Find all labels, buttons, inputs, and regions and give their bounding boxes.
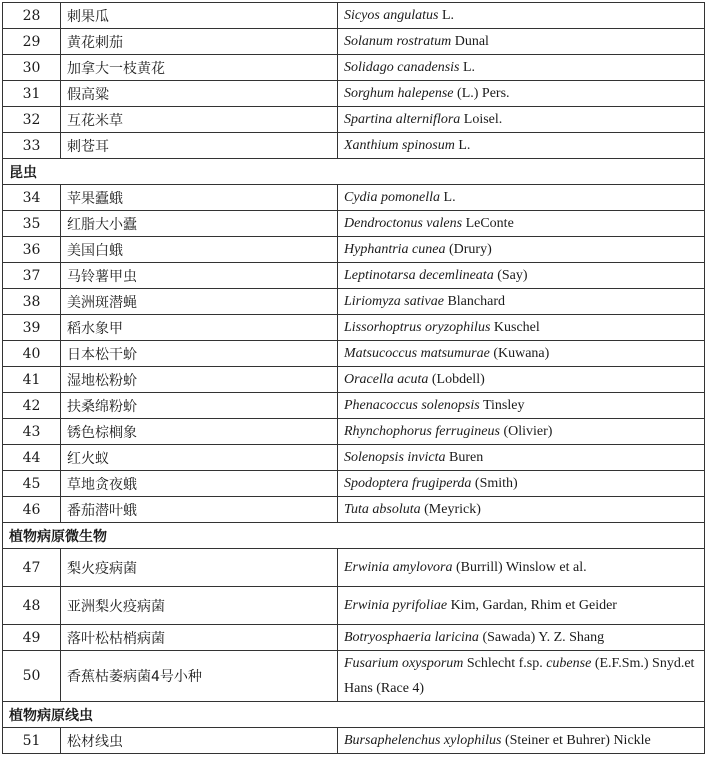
author-citation: (Kuwana): [489, 345, 550, 361]
table-row: [3, 237, 705, 263]
scientific-name: [338, 587, 705, 625]
table-row: [3, 341, 705, 367]
genus-species: Matsucoccus matsumurae: [344, 345, 490, 361]
scientific-name: [338, 237, 705, 263]
scientific-name: [338, 651, 705, 702]
author-citation: Kim, Gardan, Rhim et Geider: [447, 597, 617, 613]
genus-species: Solanum rostratum: [344, 33, 452, 49]
author-citation: L.: [440, 189, 456, 205]
section-header-row: [3, 159, 705, 185]
scientific-name: [338, 315, 705, 341]
author-citation: L.: [459, 59, 476, 75]
chinese-name: 锈色棕榈象: [61, 419, 338, 445]
table-row: [3, 549, 705, 587]
chinese-name: 互花米草: [61, 107, 338, 133]
scientific-name: [338, 29, 705, 55]
scientific-name: [338, 133, 705, 159]
author-citation: (Burrill) Winslow et al.: [452, 559, 587, 575]
scientific-name: [338, 419, 705, 445]
scientific-name: [338, 497, 705, 523]
scientific-name: [338, 728, 705, 754]
author-citation: Dunal: [451, 33, 489, 49]
scientific-name: [338, 289, 705, 315]
author-citation: (Steiner et Buhrer) Nickle: [501, 732, 651, 748]
chinese-name: 马铃薯甲虫: [61, 263, 338, 289]
chinese-name: 香蕉枯萎病菌4号小种: [61, 651, 338, 702]
row-number: 48: [3, 587, 61, 625]
genus-species: Liriomyza sativae: [344, 293, 444, 309]
table-row: [3, 185, 705, 211]
scientific-name: [338, 263, 705, 289]
scientific-name: [338, 341, 705, 367]
row-number: 33: [3, 133, 61, 159]
author-citation: (Say): [493, 267, 528, 283]
table-row: [3, 211, 705, 237]
scientific-name: [338, 445, 705, 471]
table-row: [3, 133, 705, 159]
author-citation: (Lobdell): [428, 371, 485, 387]
row-number: 38: [3, 289, 61, 315]
row-number: 50: [3, 651, 61, 702]
author-citation: Loisel.: [460, 111, 503, 127]
row-number: 37: [3, 263, 61, 289]
table-row: [3, 471, 705, 497]
genus-species: Lissorhoptrus oryzophilus: [344, 319, 491, 335]
row-number: 47: [3, 549, 61, 587]
table-row: [3, 651, 705, 702]
genus-species: Fusarium oxysporum: [344, 656, 464, 671]
table-row: [3, 497, 705, 523]
genus-species: Rhynchophorus ferrugineus: [344, 423, 500, 439]
row-number: 34: [3, 185, 61, 211]
author-citation: (Meyrick): [420, 501, 481, 517]
row-number: 30: [3, 55, 61, 81]
genus-species: Sicyos angulatus: [344, 7, 439, 23]
row-number: 39: [3, 315, 61, 341]
table-row: [3, 367, 705, 393]
row-number: 42: [3, 393, 61, 419]
section-title: 昆虫: [3, 159, 705, 185]
chinese-name: 红火蚁: [61, 445, 338, 471]
section-header-row: [3, 702, 705, 728]
row-number: 43: [3, 419, 61, 445]
chinese-name: 草地贪夜蛾: [61, 471, 338, 497]
row-number: 40: [3, 341, 61, 367]
row-number: 44: [3, 445, 61, 471]
chinese-name: 苹果蠹蛾: [61, 185, 338, 211]
scientific-name: [338, 3, 705, 29]
genus-species: Bursaphelenchus xylophilus: [344, 732, 502, 748]
genus-species: Dendroctonus valens: [344, 215, 463, 231]
table-row: [3, 315, 705, 341]
chinese-name: 美洲斑潜蝇: [61, 289, 338, 315]
genus-species: Xanthium spinosum: [344, 137, 455, 153]
species-table: [2, 2, 705, 754]
section-title: 植物病原线虫: [3, 702, 705, 728]
forma-specialis: cubense: [546, 656, 592, 671]
chinese-name: 松材线虫: [61, 728, 338, 754]
row-number: 46: [3, 497, 61, 523]
genus-species: Spartina alterniflora: [344, 111, 461, 127]
table-row: [3, 29, 705, 55]
author-citation: Blanchard: [443, 293, 505, 309]
table-row: [3, 445, 705, 471]
scientific-name: [338, 211, 705, 237]
chinese-name: 日本松干蚧: [61, 341, 338, 367]
table-row: [3, 263, 705, 289]
author-citation: LeConte: [462, 215, 514, 231]
row-number: 32: [3, 107, 61, 133]
author-citation: Buren: [445, 449, 484, 465]
table-row: [3, 419, 705, 445]
genus-species: Cydia pomonella: [344, 189, 441, 205]
genus-species: Spodoptera frugiperda: [344, 475, 472, 491]
species-table-body: [3, 3, 705, 754]
chinese-name: 扶桑绵粉蚧: [61, 393, 338, 419]
table-row: [3, 587, 705, 625]
chinese-name: 刺苍耳: [61, 133, 338, 159]
genus-species: Erwinia amylovora: [344, 559, 453, 575]
genus-species: Sorghum halepense: [344, 85, 454, 101]
author-citation: (Sawada) Y. Z. Shang: [478, 629, 605, 645]
table-row: [3, 3, 705, 29]
row-number: 51: [3, 728, 61, 754]
author-citation: L.: [438, 7, 455, 23]
scientific-name: [338, 81, 705, 107]
row-number: 28: [3, 3, 61, 29]
genus-species: Solenopsis invicta: [344, 449, 446, 465]
scientific-name: [338, 471, 705, 497]
genus-species: Solidago canadensis: [344, 59, 460, 75]
row-number: 31: [3, 81, 61, 107]
section-title: 植物病原微生物: [3, 523, 705, 549]
scientific-name: [338, 625, 705, 651]
row-number: 49: [3, 625, 61, 651]
genus-species: Tuta absoluta: [344, 501, 421, 517]
author-citation: Tinsley: [479, 397, 525, 413]
genus-species: Botryosphaeria laricina: [344, 629, 479, 645]
row-number: 35: [3, 211, 61, 237]
scientific-name: [338, 55, 705, 81]
scientific-name: [338, 367, 705, 393]
table-row: [3, 107, 705, 133]
chinese-name: 红脂大小蠹: [61, 211, 338, 237]
table-row: [3, 625, 705, 651]
table-row: [3, 393, 705, 419]
author-citation-continued: (E.F.Sm.) Snyd.et Hans (Race 4): [344, 656, 695, 696]
chinese-name: 湿地松粉蚧: [61, 367, 338, 393]
table-row: [3, 289, 705, 315]
genus-species: Oracella acuta: [344, 371, 429, 387]
genus-species: Phenacoccus solenopsis: [344, 397, 480, 413]
chinese-name: 亚洲梨火疫病菌: [61, 587, 338, 625]
section-header-row: [3, 523, 705, 549]
chinese-name: 刺果瓜: [61, 3, 338, 29]
chinese-name: 加拿大一枝黄花: [61, 55, 338, 81]
scientific-name: [338, 185, 705, 211]
chinese-name: 假高粱: [61, 81, 338, 107]
row-number: 41: [3, 367, 61, 393]
author-citation: (Olivier): [499, 423, 553, 439]
author-citation: (Smith): [471, 475, 518, 491]
table-row: [3, 81, 705, 107]
row-number: 36: [3, 237, 61, 263]
genus-species: Hyphantria cunea: [344, 241, 446, 257]
chinese-name: 黄花刺茄: [61, 29, 338, 55]
table-row: [3, 55, 705, 81]
chinese-name: 番茄潜叶蛾: [61, 497, 338, 523]
chinese-name: 美国白蛾: [61, 237, 338, 263]
author-citation: Schlecht f.sp.: [463, 656, 547, 671]
genus-species: Erwinia pyrifoliae: [344, 597, 448, 613]
scientific-name: [338, 549, 705, 587]
chinese-name: 稻水象甲: [61, 315, 338, 341]
table-row: [3, 728, 705, 754]
row-number: 29: [3, 29, 61, 55]
genus-species: Leptinotarsa decemlineata: [344, 267, 494, 283]
row-number: 45: [3, 471, 61, 497]
chinese-name: 梨火疫病菌: [61, 549, 338, 587]
scientific-name: [338, 107, 705, 133]
author-citation: L.: [454, 137, 471, 153]
author-citation: Kuschel: [490, 319, 540, 335]
author-citation: (Drury): [445, 241, 492, 257]
scientific-name: [338, 393, 705, 419]
author-citation: (L.) Pers.: [453, 85, 510, 101]
chinese-name: 落叶松枯梢病菌: [61, 625, 338, 651]
